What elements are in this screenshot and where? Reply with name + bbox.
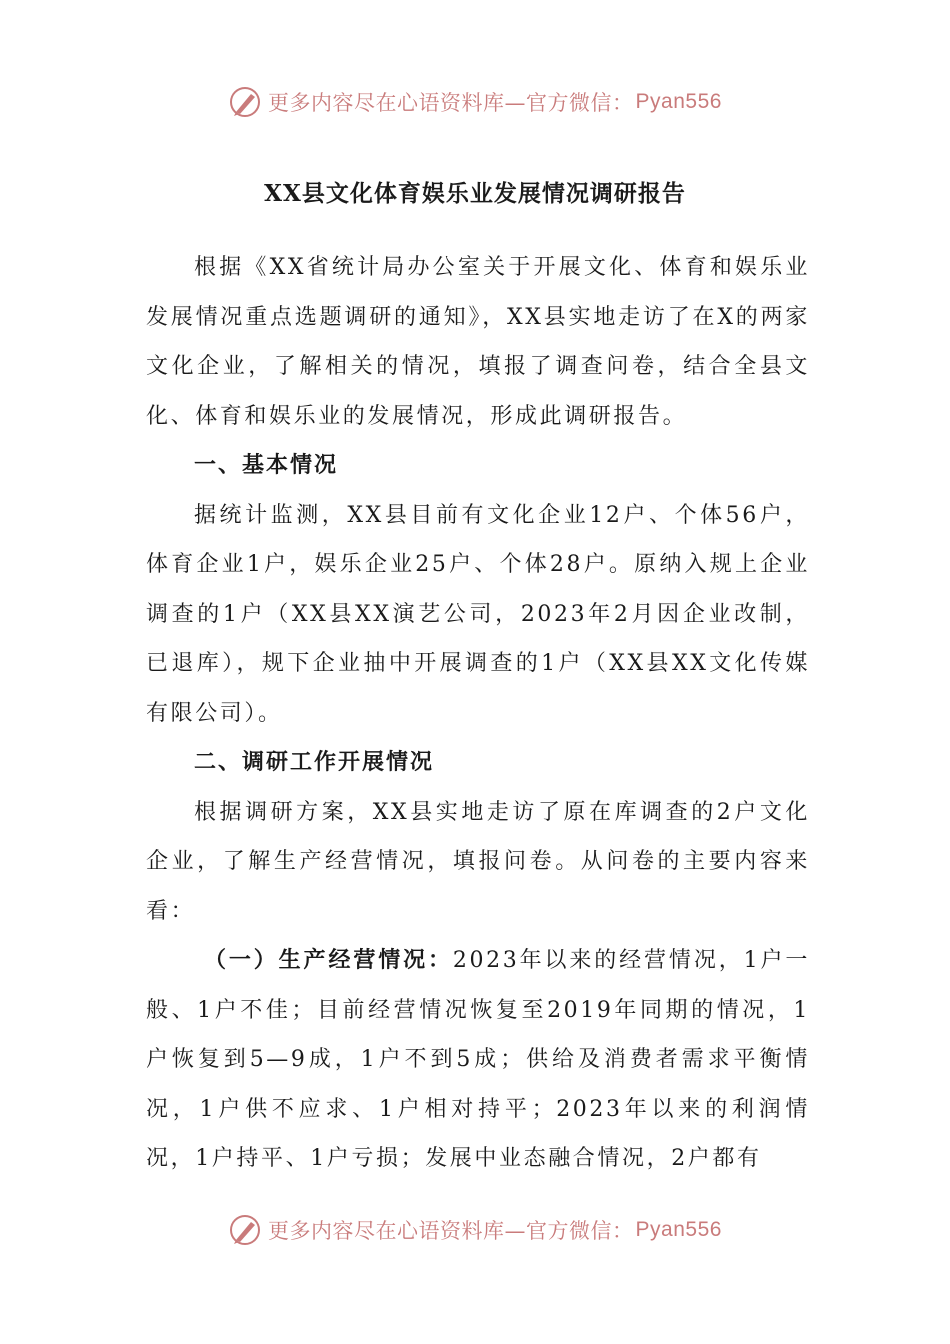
- document-title: XX县文化体育娱乐业发展情况调研报告: [264, 180, 686, 207]
- subsection-heading-operations: （一）生产经营情况：: [204, 947, 453, 973]
- section-paragraph-research: 根据调研方案，XX县实地走访了原在库调查的2户文化企业，了解生产经营情况，填报问卷。从问卷的主要内容来看：: [146, 799, 810, 924]
- banner-text: 更多内容尽在心语资料库—官方微信：: [268, 91, 634, 115]
- banner-handle: Pyan556: [635, 90, 722, 113]
- section-heading-research: 二、调研工作开展情况: [194, 749, 435, 775]
- pen-logo-icon: [228, 1213, 262, 1247]
- subsection-text-operations: 2023年以来的经营情况，1户一般、1户不佳；目前经营情况恢复至2019年同期的情况，1户恢复到5—9成，1户不到5成；供给及消费者需求平衡情况，1户供不应求、1户相对持平；2023年以来的利润情况，1户持平、1户亏损；发展中业态融合情况，2户都有: [146, 948, 810, 1171]
- banner-handle: Pyan556: [635, 1218, 722, 1241]
- banner-text: 更多内容尽在心语资料库—官方微信：: [268, 1219, 634, 1243]
- intro-paragraph: 根据《XX省统计局办公室关于开展文化、体育和娱乐业发展情况重点选题调研的通知》，XX县实地走访了在X的两家文化企业，了解相关的情况，填报了调查问卷，结合全县文化、体育和娱乐业的发展情况，形成此调研报告。: [146, 255, 810, 429]
- watermark-banner-top: [0, 80, 950, 124]
- section-heading-basic: 一、基本情况: [194, 452, 339, 478]
- subsection-paragraph-operations: [146, 936, 810, 1184]
- watermark-banner-bottom: [0, 1208, 950, 1252]
- document-body: [146, 243, 810, 1184]
- section-paragraph-basic: 据统计监测，XX县目前有文化企业12户、个体56户，体育企业1户，娱乐企业25户、个体28户。原纳入规上企业调查的1户（XX县XX演艺公司，2023年2月因企业改制，已退库），规下企业抽中开展调查的1户（XX县XX文化传媒有限公司）。: [146, 502, 810, 726]
- pen-logo-icon: [228, 85, 262, 119]
